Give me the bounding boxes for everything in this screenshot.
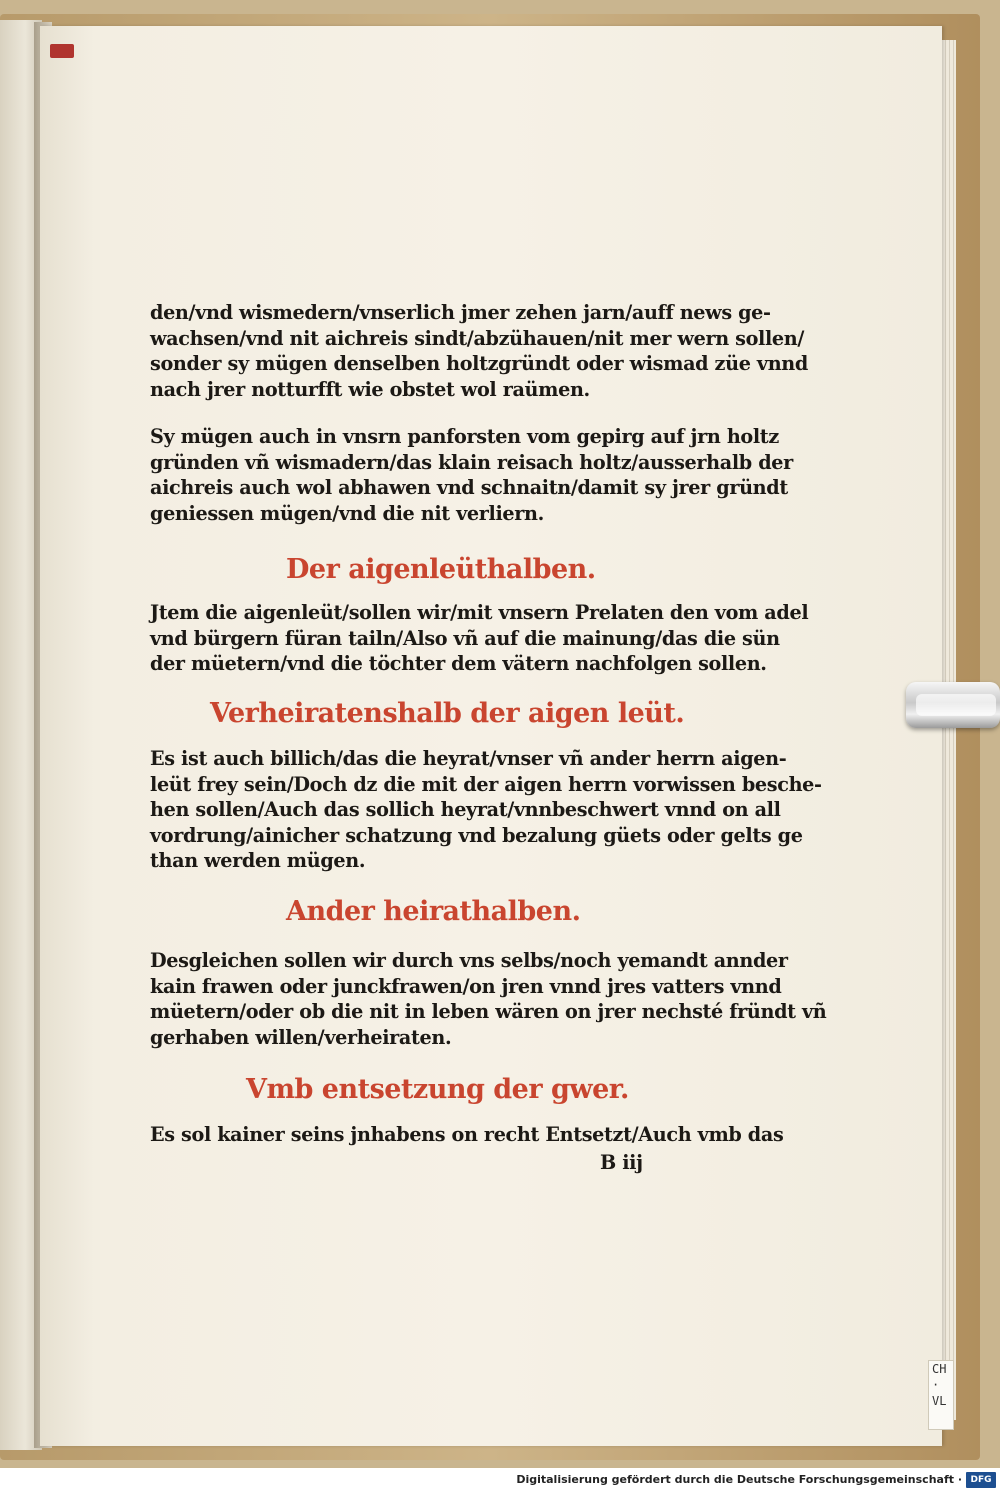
paragraph — [150, 300, 808, 402]
text-line: den/vnd wismedern/vnserlich jmer zehen jarn/auff news ge- — [150, 301, 771, 324]
dfg-logo-icon: DFG — [966, 1472, 996, 1488]
shelfmark-line: CH — [932, 1362, 947, 1376]
text-line: der müetern/vnd die töchter dem vätern nachfolgen sollen. — [150, 652, 767, 676]
text-line: vnd bürgern füran tailn/Also vñ auf die mainung/das die sün — [150, 626, 780, 650]
text-line: Jtem die aigenleüt/sollen wir/mit vnsern Prelaten den vom adel — [150, 601, 809, 624]
text-line: sonder sy mügen denselben holtzgründt oder wismad züe vnnd — [150, 352, 808, 376]
digitization-credit: Digitalisierung gefördert durch die Deutsche Forschungsgemeinschaft · — [516, 1473, 962, 1486]
text-line: Es sol kainer seins jnhabens on recht Entsetzt/Auch vmb das — [150, 1123, 784, 1146]
text-line: müetern/oder ob die nit in leben wären on jrer nechsté fründt vñ — [150, 1000, 827, 1024]
text-line: Sy mügen auch in vnsrn panforsten vom gepirg auf jrn holtz — [150, 425, 779, 448]
shelfmark-line: · — [932, 1378, 940, 1392]
paragraph — [150, 1122, 783, 1148]
section-heading: Vmb entsetzung der gwer. — [246, 1074, 629, 1105]
red-bookmark-tab — [50, 44, 74, 58]
text-line: leüt frey sein/Doch dz die mit der aigen herrn vorwissen besche- — [150, 772, 822, 796]
text-line: kain frawen oder junckfrawen/on jren vnnd jres vatters vnnd — [150, 974, 782, 998]
text-line: nach jrer notturfft wie obstet wol raümen. — [150, 377, 590, 401]
shelfmark-line: VL — [932, 1394, 947, 1408]
paragraph — [150, 948, 826, 1050]
text-line: Es ist auch billich/das die heyrat/vnser vñ ander herrn aigen- — [150, 747, 787, 770]
paragraph — [150, 746, 822, 874]
text-line: aichreis auch wol abhawen vnd schnaitn/damit sy jrer gründt — [150, 476, 788, 500]
paragraph — [150, 424, 793, 526]
text-line: gründen vñ wismadern/das klain reisach holtz/ausserhalb der — [150, 450, 793, 474]
text-line: than werden mügen. — [150, 849, 366, 873]
section-heading: Der aigenleüthalben. — [286, 554, 596, 585]
text-line: wachsen/vnd nit aichreis sindt/abzühauen/nit mer wern sollen/ — [150, 326, 805, 350]
text-line: gerhaben willen/verheiraten. — [150, 1025, 452, 1049]
section-heading: Verheiratenshalb der aigen leüt. — [210, 698, 685, 729]
signature-mark: B iij — [600, 1151, 643, 1174]
book-clamp-highlight — [916, 694, 996, 716]
paragraph — [150, 600, 808, 677]
text-line: Desgleichen sollen wir durch vns selbs/noch yemandt annder — [150, 949, 788, 972]
shelfmark-label — [928, 1360, 954, 1430]
section-heading: Ander heirathalben. — [286, 896, 581, 927]
text-line: geniessen mügen/vnd die nit verliern. — [150, 501, 544, 525]
text-line: vordrung/ainicher schatzung vnd bezalung güets oder gelts ge — [150, 823, 803, 847]
book-page — [40, 26, 942, 1446]
text-line: hen sollen/Auch das sollich heyrat/vnnbeschwert vnnd on all — [150, 798, 781, 822]
